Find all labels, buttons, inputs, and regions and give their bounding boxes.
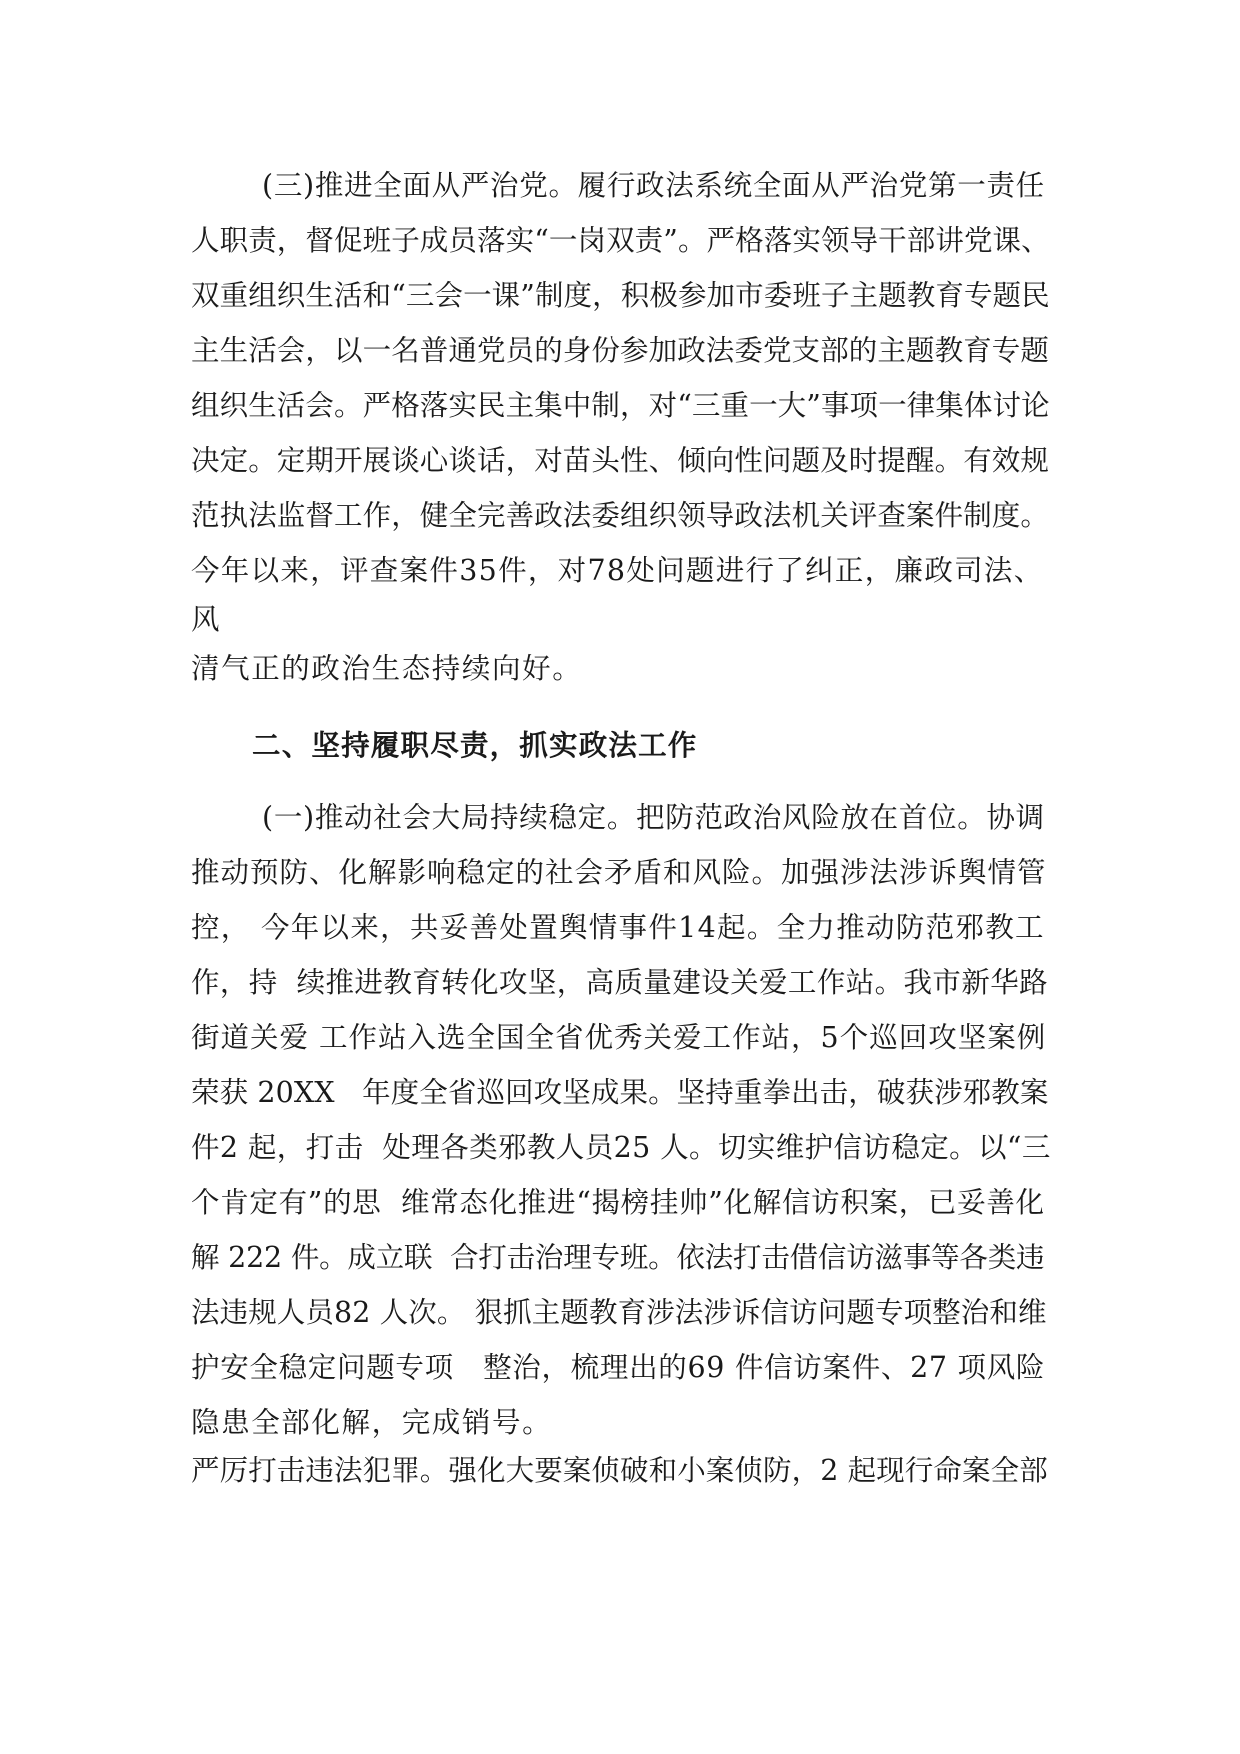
paragraph-line: 严厉打击违法犯罪。强化大要案侦破和小案侦防，2 起现行命案全部 bbox=[191, 1454, 1048, 1487]
paragraph-line: 荣获 20XX 年度全省巡回攻坚成果。坚持重拳出击，破获涉邪教案 bbox=[191, 1076, 1049, 1109]
paragraph-line: 推动预防、化解影响稳定的社会矛盾和风险。加强涉法涉诉舆情管 bbox=[191, 856, 1047, 889]
paragraph-line: 控， 今年以来，共妥善处置舆情事件14起。全力推动防范邪教工 bbox=[191, 911, 1045, 944]
paragraph-line: 清气正的政治生态持续向好。 bbox=[191, 652, 583, 685]
paragraph-line: 人职责，督促班子成员落实“一岗双责”。严格落实领导干部讲党课、 bbox=[191, 224, 1050, 257]
paragraph-line: 解 222 件。成立联 合打击治理专班。依法打击借信访滋事等各类违 bbox=[191, 1241, 1045, 1274]
paragraph-line: 个肯定有”的思 维常态化推进“揭榜挂帅”化解信访积案，已妥善化 bbox=[191, 1186, 1045, 1219]
paragraph-line: 隐患全部化解，完成销号。 bbox=[191, 1406, 553, 1439]
section-heading: 二、坚持履职尽责，抓实政法工作 bbox=[252, 729, 698, 762]
paragraph-line: 件2 起，打击 处理各类邪教人员25 人。切实维护信访稳定。以“三 bbox=[191, 1131, 1051, 1164]
paragraph-line: 今年以来，评查案件35件，对78处问题进行了纠正，廉政司法、 bbox=[191, 554, 1044, 587]
paragraph-line: 法违规人员82 人次。 狠抓主题教育涉法涉诉信访问题专项整治和维 bbox=[191, 1296, 1047, 1329]
paragraph-line: 组织生活会。严格落实民主集中制，对“三重一大”事项一律集体讨论 bbox=[191, 389, 1050, 422]
paragraph-line: 街道关爱 工作站入选全国全省优秀关爱工作站，5个巡回攻坚案例 bbox=[191, 1021, 1047, 1054]
paragraph-line: (一)推动社会大局持续稳定。把防范政治风险放在首位。协调 bbox=[262, 801, 1045, 834]
paragraph-line: 范执法监督工作，健全完善政法委组织领导政法机关评查案件制度。 bbox=[191, 499, 1050, 532]
paragraph-line: 决定。定期开展谈心谈话，对苗头性、倾向性问题及时提醒。有效规 bbox=[191, 444, 1050, 477]
paragraph-line: 风 bbox=[191, 603, 222, 636]
paragraph-line: 双重组织生活和“三会一课”制度，积极参加市委班子主题教育专题民 bbox=[191, 279, 1050, 312]
paragraph-line: 作，持 续推进教育转化攻坚，高质量建设关爱工作站。我市新华路 bbox=[191, 966, 1049, 999]
paragraph-line: 主生活会，以一名普通党员的身份参加政法委党支部的主题教育专题 bbox=[191, 334, 1050, 367]
paragraph-line: (三)推进全面从严治党。履行政法系统全面从严治党第一责任 bbox=[262, 169, 1045, 202]
paragraph-line: 护安全稳定问题专项 整治，梳理出的69 件信访案件、27 项风险 bbox=[191, 1351, 1046, 1384]
